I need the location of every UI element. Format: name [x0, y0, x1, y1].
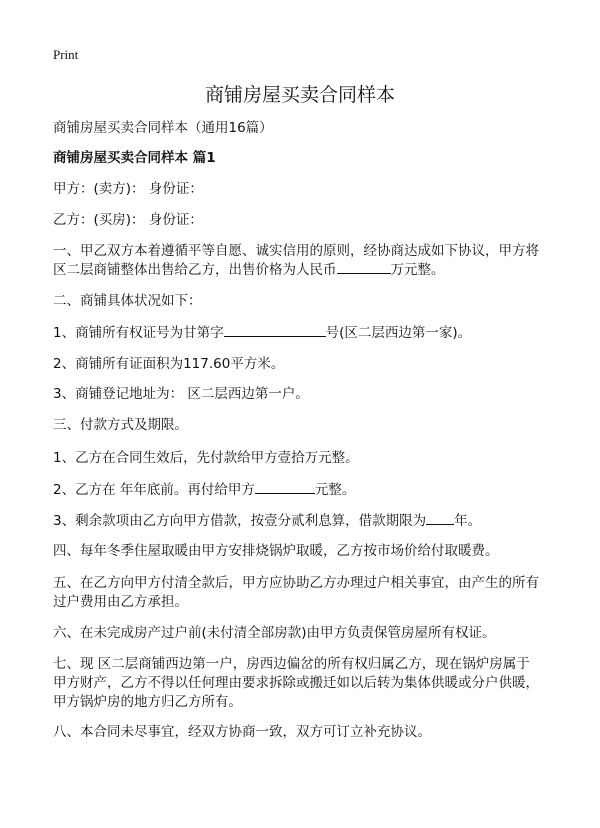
text: 1、商铺所有权证号为甘第字: [53, 325, 224, 341]
clause-3-heading: 三、付款方式及期限。: [53, 417, 188, 433]
clause-5-line-2: 过户费用由乙方承担。: [53, 594, 188, 610]
amount-blank: [255, 481, 315, 494]
clause-2-2: 2、商铺所有证面积为117.60平方米。: [53, 356, 285, 372]
clause-1: [53, 242, 539, 280]
clause-3-3: [53, 512, 481, 531]
section-heading: 商铺房屋买卖合同样本 篇1: [53, 150, 216, 166]
document-title: 商铺房屋买卖合同样本: [204, 84, 395, 106]
certificate-number-blank: [224, 324, 326, 337]
clause-2-1: [53, 324, 471, 343]
text: 2、乙方在 年年底前。再付给甲方: [53, 482, 255, 498]
clause-5-line-1: 五、在乙方向甲方付清全款后，甲方应协助乙方办理过户相关事宜，由产生的所有: [53, 575, 539, 591]
text: 号(区二层西边第一家)。: [325, 325, 472, 341]
text: 3、剩余款项由乙方向甲方借款，按壹分贰利息算，借款期限为: [53, 513, 427, 529]
document-subtitle: 商铺房屋买卖合同样本（通用16篇）: [53, 120, 273, 136]
clause-7-line-3: 甲方锅炉房的地方归乙方所有。: [53, 694, 242, 710]
clause-7: [53, 655, 539, 712]
clause-6: 六、在未完成房产过户前(未付清全部房款)由甲方负责保管房屋所有权证。: [53, 625, 496, 641]
clause-4: 四、每年冬季住屋取暖由甲方安排烧锅炉取暖，乙方按市场价给付取暖费。: [53, 543, 499, 559]
clause-2-heading: 二、商铺具体状况如下：: [53, 293, 202, 309]
clause-3-2: [53, 481, 355, 500]
price-blank: [337, 261, 391, 274]
text: 区二层商铺整体出售给乙方，出售价格为人民币: [53, 262, 337, 278]
clause-1-line-2: [53, 261, 539, 280]
text: 万元整。: [390, 262, 445, 278]
clause-5: [53, 574, 539, 612]
text: 年。: [454, 513, 482, 529]
party-b-line: 乙方：(买房)： 身份证：: [53, 212, 203, 228]
text: 元整。: [314, 482, 356, 498]
clause-2-3: 3、商铺登记地址为： 区二层西边第一户。: [53, 386, 309, 402]
clause-7-line-1: 七、现 区二层商铺西边第一户，房西边偏岔的所有权归属乙方，现在锅炉房属于: [53, 656, 530, 672]
clause-1-line-1: 一、甲乙双方本着遵循平等自愿、诚实信用的原则，经协商达成如下协议，甲方将: [53, 243, 539, 259]
print-link[interactable]: Print: [53, 47, 79, 62]
party-a-line: 甲方：(卖方)： 身份证：: [53, 181, 203, 197]
clause-7-line-2: 甲方财产，乙方不得以任何理由要求拆除或搬迁如以后转为集体供暖或分户供暖，: [53, 675, 539, 691]
term-blank: [426, 512, 454, 525]
clause-3-1: 1、乙方在合同生效后，先付款给甲方壹拾万元整。: [53, 450, 359, 466]
clause-8: 八、本合同未尽事宜，经双方协商一致，双方可订立补充协议。: [53, 724, 431, 740]
